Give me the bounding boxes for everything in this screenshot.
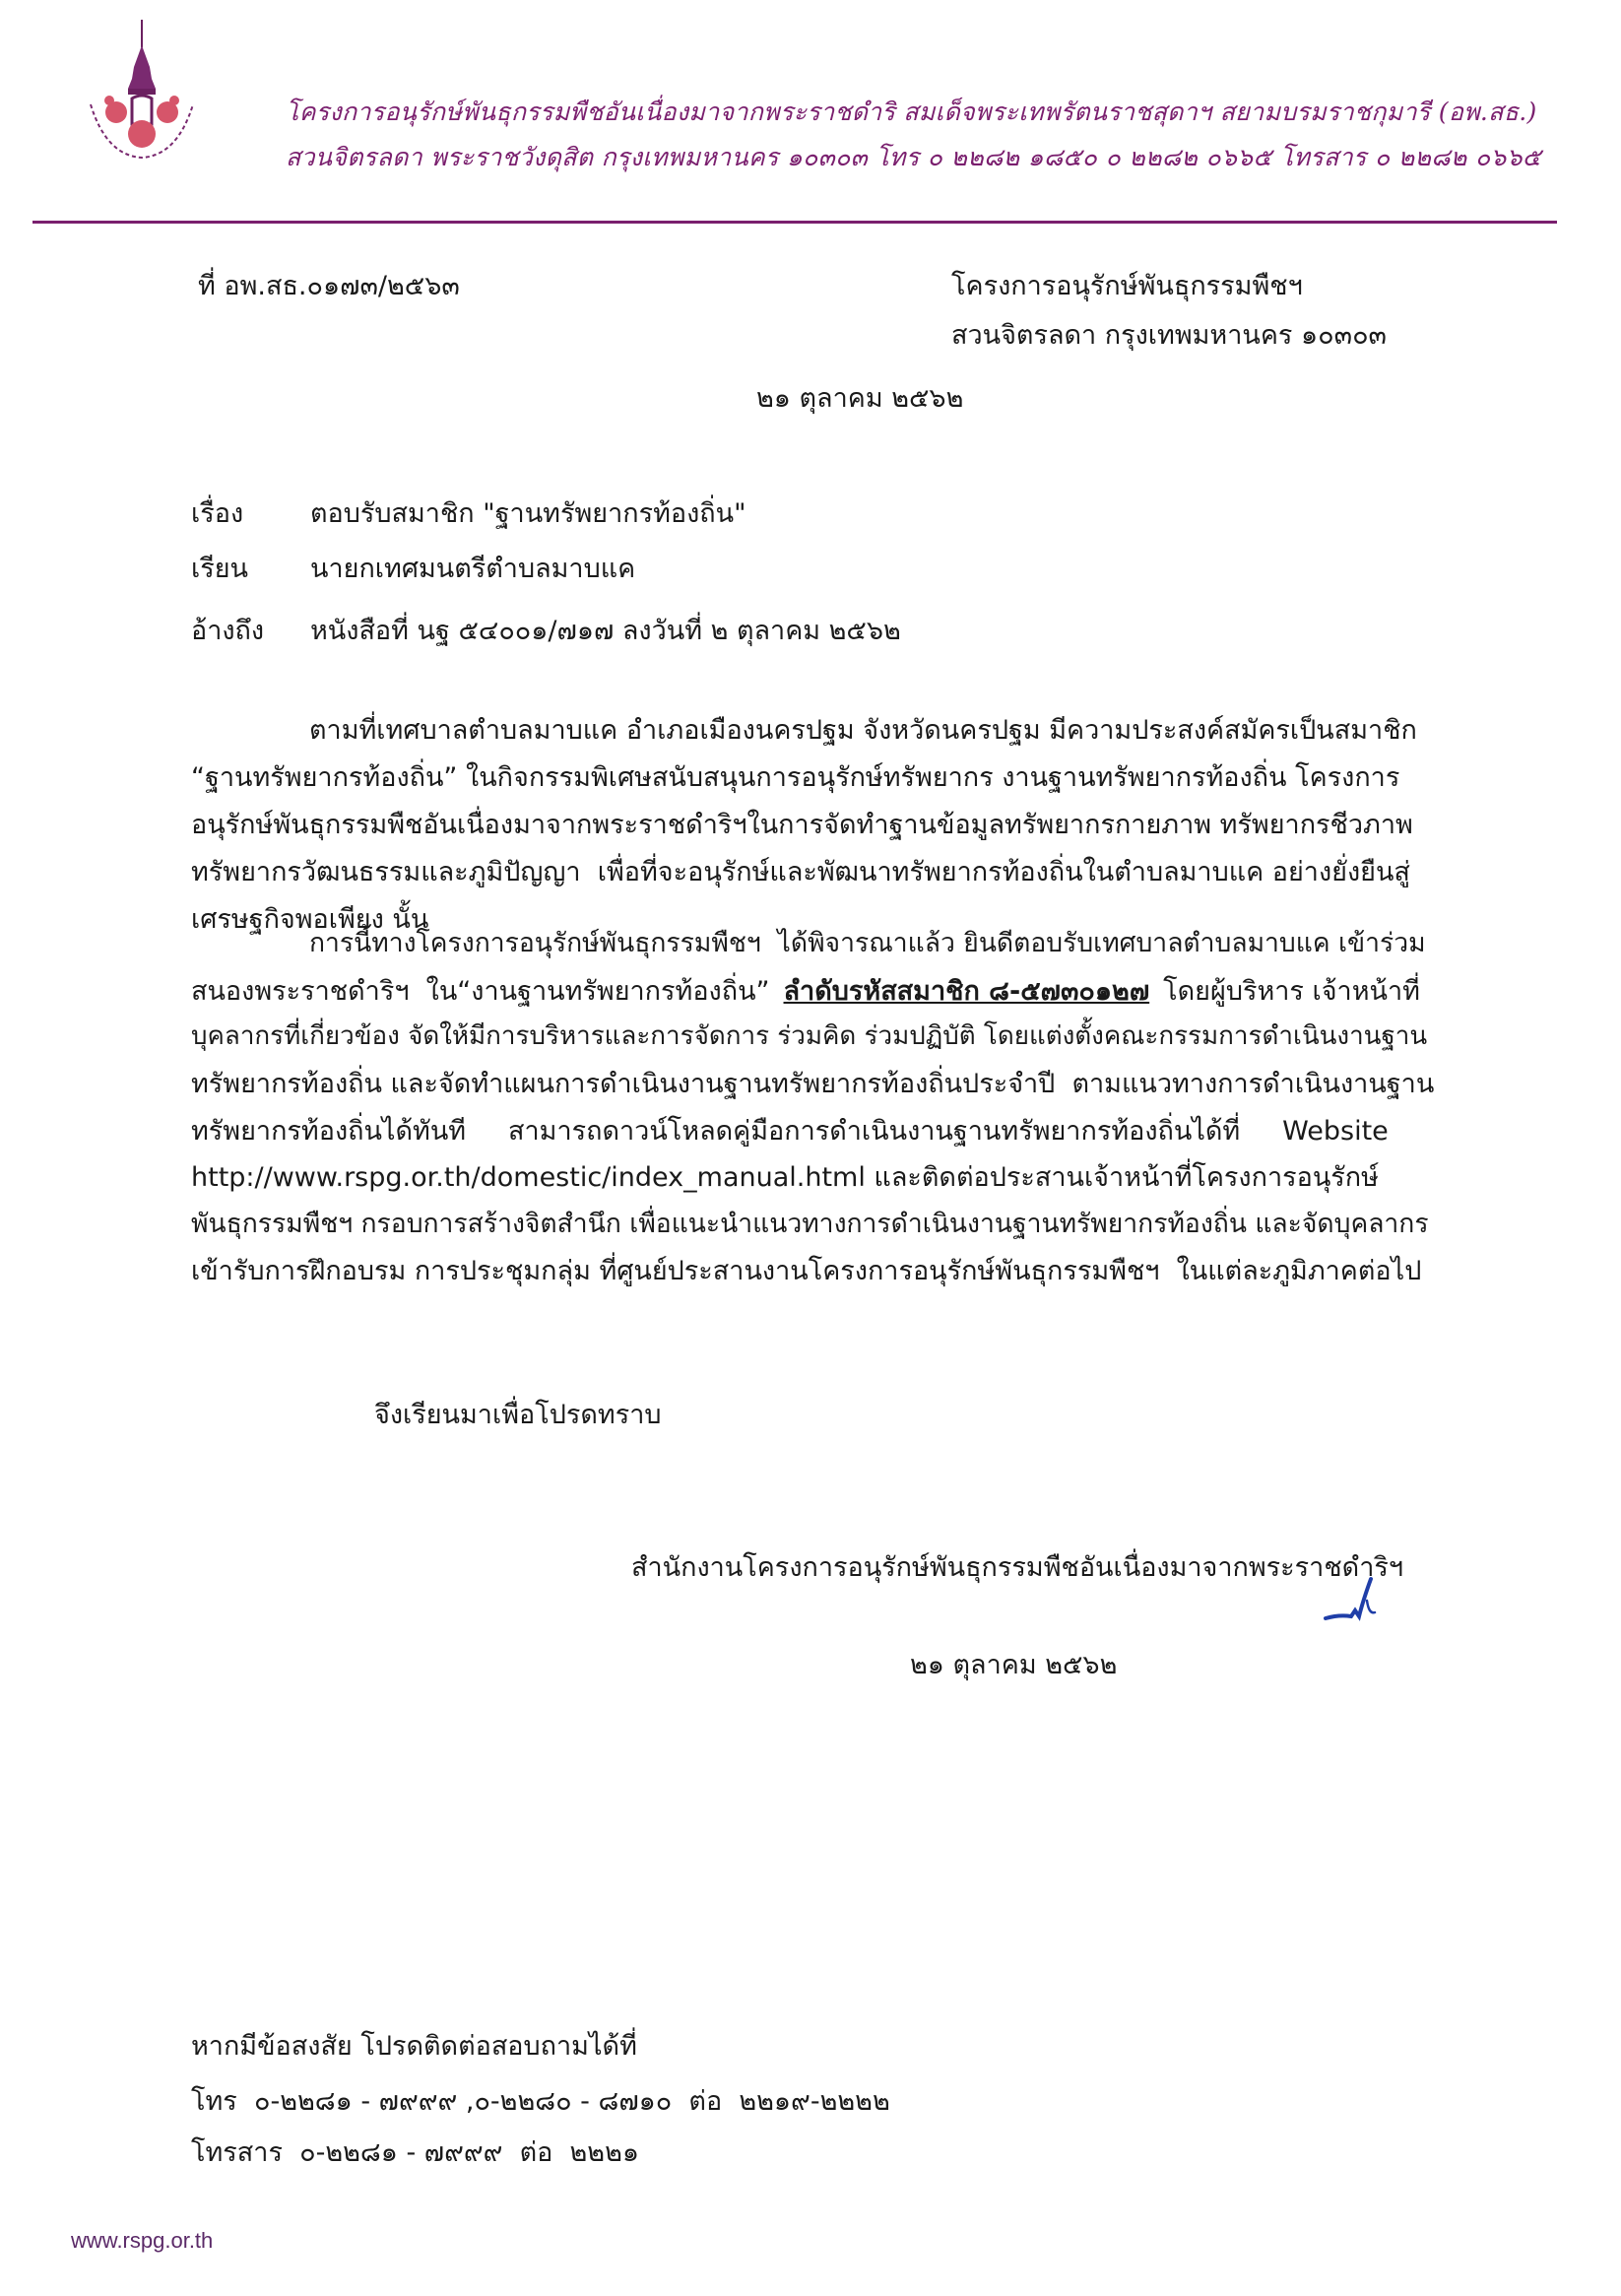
subject-label: เรื่อง [191, 498, 244, 529]
rspg-logo [77, 18, 205, 165]
manual-url-line[interactable]: http://www.rspg.or.th/domestic/index_manual.html และติดต่อประสานเจ้าหน้าที่โครงการอนุรักษ์ [191, 1162, 1379, 1193]
footer-website-link[interactable]: www.rspg.or.th [71, 2228, 214, 2253]
handwritten-signature [1320, 1571, 1398, 1630]
paragraph-2-line: ทรัพยากรท้องถิ่นได้ทันที สามารถดาวน์โหลดคู่มือการดำเนินงานฐานทรัพยากรท้องถิ่นได้ที่ Website [191, 1116, 1389, 1147]
letterhead-line-1: โครงการอนุรักษ์พันธุกรรมพืชอันเนื่องมาจากพระราชดำริ สมเด็จพระเทพรัตนราชสุดาฯ สยามบรมราชกุมารี (อพ.สธ.) [286, 98, 1537, 126]
paragraph-1-line: “ฐานทรัพยากรท้องถิ่น” ในกิจกรรมพิเศษสนับสนุนการอนุรักษ์ทรัพยากร งานฐานทรัพยากรท้องถิ่น โครงการ [191, 762, 1400, 793]
signature-date: ๒๑ ตุลาคม ๒๕๖๒ [910, 1650, 1118, 1680]
reference-value: หนังสือที่ นฐ ๕๔๐๐๑/๗๑๗ ลงวันที่ ๒ ตุลาคม ๒๕๖๒ [310, 616, 901, 646]
paragraph-2-line: การนี้ทางโครงการอนุรักษ์พันธุกรรมพืชฯ ได้พิจารณาแล้ว ยินดีตอบรับเทศบาลตำบลมาบแค เข้าร่วม [309, 928, 1426, 958]
letterhead-divider [32, 221, 1557, 224]
paragraph-2-line: บุคลากรที่เกี่ยวข้อง จัดให้มีการบริหารและการจัดการ ร่วมคิด ร่วมปฏิบัติ โดยแต่งตั้งคณะกรรมการดำเนินงานฐาน [191, 1021, 1428, 1051]
reference-label: อ้างถึง [191, 616, 265, 646]
subject-value: ตอบรับสมาชิก "ฐานทรัพยากรท้องถิ่น" [310, 498, 746, 529]
contact-phone: โทร ๐-๒๒๘๑ - ๗๙๙๙ ,๐-๒๒๘๐ - ๘๗๑๐ ต่อ ๒๒๑๙-๒๒๒๒ [191, 2086, 890, 2117]
reference-number: ที่ อพ.สธ.๐๑๗๓/๒๕๖๓ [198, 271, 460, 301]
contact-fax: โทรสาร ๐-๒๒๘๑ - ๗๙๙๙ ต่อ ๒๒๒๑ [191, 2137, 640, 2168]
member-code: ลำดับรหัสสมาชิก ๘-๕๗๓๐๑๒๗ [783, 976, 1150, 1007]
paragraph-2-line: ทรัพยากรท้องถิ่น และจัดทำแผนการดำเนินงานฐานทรัพยากรท้องถิ่นประจำปี ตามแนวทางการดำเนินงานฐาน [191, 1069, 1435, 1099]
recipient-label: เรียน [191, 554, 249, 584]
sender-name: โครงการอนุรักษ์พันธุกรรมพืชฯ [951, 271, 1303, 301]
paragraph-2-line: สนองพระราชดำริฯ ใน“งานฐานทรัพยากรท้องถิ่น” ลำดับรหัสสมาชิก ๘-๕๗๓๐๑๒๗ โดยผู้บริหาร เจ้าหน้าที่ [191, 969, 1434, 1012]
letter-date: ๒๑ ตุลาคม ๒๕๖๒ [756, 383, 964, 414]
signatory-organization: สำนักงานโครงการอนุรักษ์พันธุกรรมพืชอันเนื่องมาจากพระราชดำริฯ [631, 1552, 1404, 1583]
paragraph-1-line: เศรษฐกิจพอเพียง นั้น [191, 904, 429, 935]
recipient-value: นายกเทศมนตรีตำบลมาบแค [310, 554, 636, 584]
paragraph-2-line: เข้ารับการฝึกอบรม การประชุมกลุ่ม ที่ศูนย์ประสานงานโครงการอนุรักษ์พันธุกรรมพืชฯ ในแต่ละภูมิภาคต่อไป [191, 1256, 1422, 1286]
closing-text: จึงเรียนมาเพื่อโปรดทราบ [374, 1400, 662, 1430]
paragraph-2-line: พันธุกรรมพืชฯ กรอบการสร้างจิตสำนึก เพื่อแนะนำแนวทางการดำเนินงานฐานทรัพยากรท้องถิ่น และจัดบุคลากร [191, 1209, 1429, 1239]
paragraph-1-line: ตามที่เทศบาลตำบลมาบแค อำเภอเมืองนครปฐม จังหวัดนครปฐม มีความประสงค์สมัครเป็นสมาชิก [309, 715, 1417, 746]
letterhead-line-2: สวนจิตรลดา พระราชวังดุสิต กรุงเทพมหานคร ๑๐๓๐๓ โทร ๐ ๒๒๘๒ ๑๘๕๐ ๐ ๒๒๘๒ ๐๖๖๕ โทรสาร ๐ ๒๒๘๒ ๐๖๖๕ [286, 143, 1541, 171]
contact-heading: หากมีข้อสงสัย โปรดติดต่อสอบถามได้ที่ [191, 2031, 637, 2062]
paragraph-1-line: อนุรักษ์พันธุกรรมพืชอันเนื่องมาจากพระราชดำริฯในการจัดทำฐานข้อมูลทรัพยากรกายภาพ ทรัพยากรชีวภาพ [191, 810, 1413, 840]
sender-address: สวนจิตรลดา กรุงเทพมหานคร ๑๐๓๐๓ [951, 320, 1388, 351]
paragraph-1-line: ทรัพยากรวัฒนธรรมและภูมิปัญญา เพื่อที่จะอนุรักษ์และพัฒนาทรัพยากรท้องถิ่นในตำบลมาบแค อย่างยั่งยืนสู่ [191, 857, 1410, 887]
